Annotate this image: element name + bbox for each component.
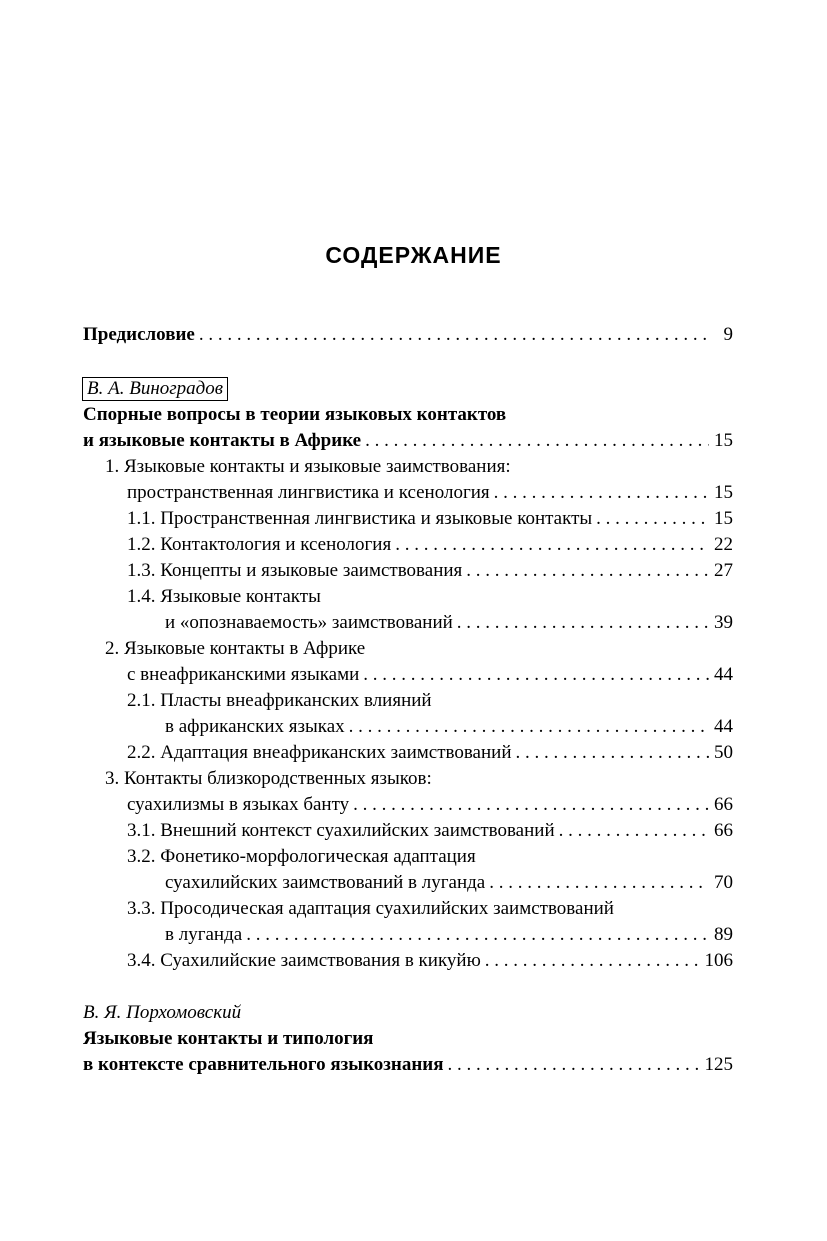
toc-entry-page: 15 [714,508,733,529]
toc-entry-line[interactable]: 3. Контакты близкородственных языков: [105,768,432,789]
dot-leader [489,870,709,896]
toc-entry-2[interactable] [83,662,733,688]
toc-entry-label: 3.4. Суахилийские заимствования в кикуйю [127,950,481,971]
author-name: В. Я. Порхомовский [83,1002,242,1023]
toc-entry-3-4[interactable] [83,948,733,974]
toc-entry-page: 22 [714,534,733,555]
section-author [83,376,733,402]
dot-leader [353,792,709,818]
toc-entry-page: 89 [714,924,733,945]
section-title-line[interactable]: Спорные вопросы в теории языковых контактов [83,404,507,425]
toc-entry-label: в африканских языках [165,716,345,737]
toc-entry-line[interactable]: 1. Языковые контакты и языковые заимствования: [105,456,511,477]
dot-leader [559,818,709,844]
dot-leader [485,948,703,974]
toc-entry-3-1[interactable] [83,818,733,844]
toc-entry-label: в луганда [165,924,243,945]
toc-entry-label: пространственная лингвистика и ксенология [127,482,490,503]
toc-entry-page: 27 [714,560,733,581]
dot-leader [448,1052,703,1078]
toc-entry-page: 39 [714,612,733,633]
toc-entry-label: Предисловие [83,324,195,345]
table-of-contents [83,322,733,1078]
toc-entry-label: 2.2. Адаптация внеафриканских заимствований [127,742,512,763]
toc-entry-label: и «опознаваемость» заимствований [165,612,453,633]
dot-leader [395,532,709,558]
toc-entry-page: 125 [704,1054,733,1075]
toc-entry-1-3[interactable] [83,558,733,584]
toc-entry-line[interactable]: 2. Языковые контакты в Африке [105,638,366,659]
toc-entry-line[interactable]: 3.2. Фонетико-морфологическая адаптация [127,846,476,867]
dot-leader [596,506,709,532]
toc-entry-label: суахилизмы в языках банту [127,794,350,815]
toc-entry-page: 15 [714,482,733,503]
section-title-line[interactable]: Языковые контакты и типология [83,1028,374,1049]
toc-entry-label: 1.3. Концепты и языковые заимствования [127,560,463,581]
dot-leader [349,714,709,740]
toc-entry-label: 3.1. Внешний контекст суахилийских заимствований [127,820,555,841]
dot-leader [516,740,710,766]
toc-entry-1-1[interactable] [83,506,733,532]
toc-entry-2-1[interactable] [83,714,733,740]
dot-leader [457,610,709,636]
toc-entry-3-2[interactable] [83,870,733,896]
section-author [83,1000,733,1026]
toc-entry-1-4[interactable] [83,610,733,636]
toc-entry-page: 70 [714,872,733,893]
toc-entry-page: 106 [704,950,733,971]
dot-leader [365,428,709,454]
toc-entry-line[interactable]: 3.3. Просодическая адаптация суахилийских заимствований [127,898,614,919]
page-title: СОДЕРЖАНИЕ [325,242,502,268]
toc-entry-label: и языковые контакты в Африке [83,430,362,451]
dot-leader [494,480,709,506]
toc-entry-line[interactable]: 2.1. Пласты внеафриканских влияний [127,690,432,711]
toc-entry-page: 66 [714,794,733,815]
toc-entry-preface[interactable] [83,322,733,348]
toc-entry-3-3[interactable] [83,922,733,948]
dot-leader [466,558,709,584]
toc-entry-3[interactable] [83,792,733,818]
toc-entry-page: 44 [714,664,733,685]
toc-entry-section2[interactable] [83,1052,733,1078]
toc-entry-2-2[interactable] [83,740,733,766]
toc-entry-label: 1.2. Контактология и ксенология [127,534,392,555]
toc-entry-1-2[interactable] [83,532,733,558]
dot-leader [246,922,709,948]
toc-entry-page: 9 [723,324,733,345]
author-name: В. А. Виноградов [82,377,228,401]
toc-entry-label: суахилийских заимствований в луганда [165,872,486,893]
toc-entry-section1[interactable] [83,428,733,454]
toc-entry-1[interactable] [83,480,733,506]
toc-entry-page: 15 [714,430,733,451]
toc-entry-page: 44 [714,716,733,737]
toc-entry-label: в контексте сравнительного языкознания [83,1054,444,1075]
toc-entry-line[interactable]: 1.4. Языковые контакты [127,586,321,607]
toc-entry-page: 50 [714,742,733,763]
toc-entry-label: с внеафриканскими языками [127,664,360,685]
toc-entry-page: 66 [714,820,733,841]
toc-entry-label: 1.1. Пространственная лингвистика и языковые контакты [127,508,593,529]
dot-leader [363,662,709,688]
dot-leader [199,322,709,348]
